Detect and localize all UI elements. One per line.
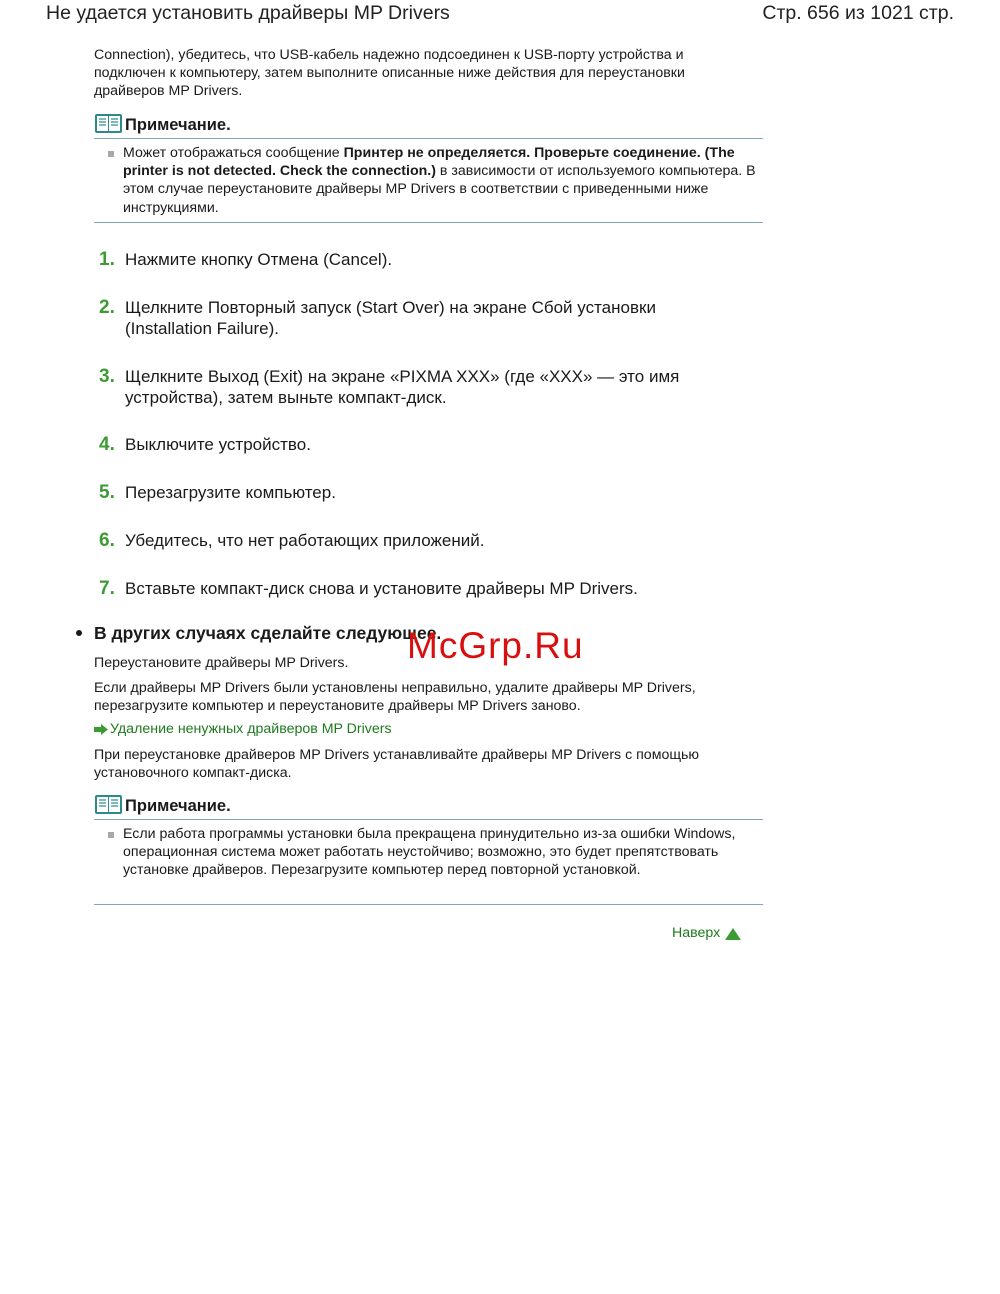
step-item — [99, 366, 739, 408]
note-body — [94, 144, 763, 223]
step-text: Щелкните Выход (Exit) на экране «PIXMA XXX» (где «XXX» — это имя устройства), затем выньте компакт-диск. — [125, 367, 680, 407]
step-number: 1. — [99, 249, 115, 270]
note-title: Примечание. — [125, 116, 231, 134]
step-item — [99, 249, 739, 270]
step-number: 2. — [99, 297, 115, 318]
step-number: 3. — [99, 366, 115, 387]
section-paragraph: При переустановке драйверов MP Drivers устанавливайте драйверы MP Drivers с помощью установочного компакт-диска. — [94, 747, 700, 782]
step-text: Перезагрузите компьютер. — [125, 483, 336, 502]
note-title: Примечание. — [125, 797, 231, 815]
step-item — [99, 434, 739, 455]
error-message: Принтер не определяется. Проверьте соединение. (The printer is not detected. Check the connection.) — [123, 145, 735, 180]
note-body — [94, 825, 763, 905]
step-text: Убедитесь, что нет работающих приложений. — [125, 531, 485, 550]
step-number: 4. — [99, 434, 115, 455]
step-number: 5. — [99, 482, 115, 503]
note-header — [94, 112, 763, 139]
section-paragraph: Если драйверы MP Drivers были установлены неправильно, удалите драйверы MP Drivers, перезагрузите компьютер и переустановите драйверы MP Drivers заново. — [94, 680, 696, 715]
uninstall-link-text[interactable]: Удаление ненужных драйверов MP Drivers — [110, 721, 392, 737]
section-paragraph: Переустановите драйверы MP Drivers. — [94, 655, 349, 671]
note-text: Если работа программы установки была прекращена принудительно из-за ошибки Windows, операционная система может работать неустойчиво; возможно, это будет препятствовать установке драйверов. Перезагрузите компьютер перед повторной установкой. — [123, 826, 736, 879]
watermark: McGrp.Ru — [407, 625, 584, 666]
book-icon — [94, 793, 123, 815]
uninstall-link[interactable] — [94, 721, 392, 737]
step-text: Нажмите кнопку Отмена (Cancel). — [125, 250, 393, 269]
section-title: В других случаях сделайте следующее. — [94, 623, 442, 643]
back-to-top-link[interactable]: Наверх — [672, 925, 721, 941]
step-item — [99, 297, 739, 339]
step-item — [99, 482, 739, 503]
step-number: 6. — [99, 530, 115, 551]
note-text — [123, 144, 763, 217]
step-item — [99, 530, 739, 551]
step-text: Вставьте компакт-диск снова и установите драйверы MP Drivers. — [125, 579, 638, 598]
note-text-end: в зависимости от используемого компьютера. В этом случае переустановите драйверы MP Drivers в соответствии с приведенными ниже инструкциями. — [123, 163, 756, 216]
book-icon — [94, 112, 123, 134]
bullet-square-icon — [108, 151, 114, 157]
note-text-start: Может отображаться сообщение — [123, 145, 344, 161]
page-number-indicator: Стр. 656 из 1021 стр. — [762, 2, 954, 24]
bullet-square-icon — [108, 832, 114, 838]
step-text: Выключите устройство. — [125, 435, 311, 454]
page-header-title: Не удается установить драйверы MP Drivers — [46, 2, 450, 24]
step-text: Щелкните Повторный запуск (Start Over) на экране Сбой установки (Installation Failure). — [125, 298, 656, 338]
intro-paragraph: Connection), убедитесь, что USB-кабель надежно подсоединен к USB-порту устройства и подключен к компьютеру, затем выполните описанные ниже действия для переустановки драйверов MP Drivers. — [94, 47, 685, 100]
arrow-right-icon — [94, 724, 108, 735]
section-bullet — [76, 630, 82, 636]
arrow-up-icon[interactable] — [725, 928, 741, 940]
note-header — [94, 793, 763, 820]
step-number: 7. — [99, 578, 115, 599]
step-item — [99, 578, 739, 599]
